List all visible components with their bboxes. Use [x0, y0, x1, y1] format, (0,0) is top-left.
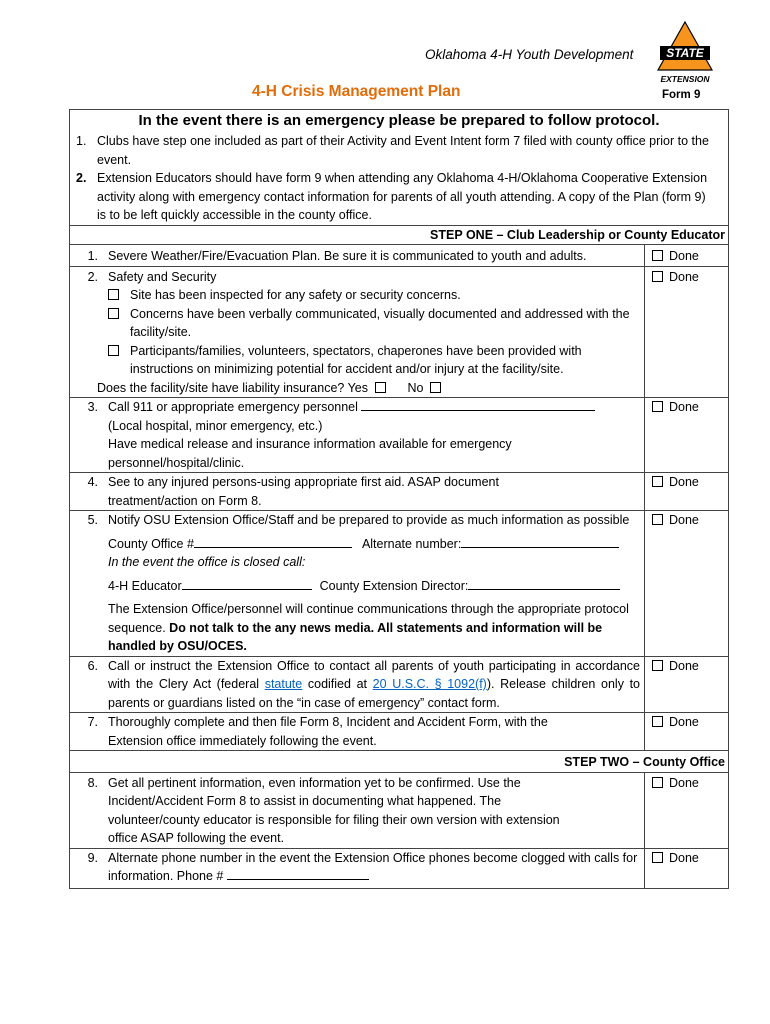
alternate-number-label: Alternate number:	[361, 536, 462, 551]
item-text: Call 911 or appropriate emergency personnel	[108, 400, 358, 414]
osu-extension-logo	[652, 20, 718, 86]
done-checkbox[interactable]	[645, 656, 729, 713]
intro-item	[70, 132, 728, 169]
done-checkbox[interactable]	[645, 713, 729, 751]
intro-item	[70, 169, 728, 225]
safety-check-label: Participants/families, volunteers, spectators, chaperones have been provided with instructions on minimizing potential for accident and/or injury at the facility/site.	[130, 343, 582, 376]
done-label: Done	[669, 400, 699, 414]
header-org: Oklahoma 4-H Youth Development	[425, 47, 634, 62]
yes-label: Yes	[347, 380, 369, 395]
done-checkbox[interactable]	[645, 245, 729, 267]
director-label: County Extension Director:	[319, 578, 469, 593]
phone-label: Phone #	[176, 869, 224, 883]
crisis-plan-table	[69, 109, 729, 889]
table-row	[70, 848, 729, 888]
phone-field[interactable]	[227, 867, 369, 880]
table-row	[70, 473, 729, 511]
step-two-heading: STEP TWO – County Office	[70, 751, 729, 773]
done-label: Done	[669, 850, 699, 865]
table-row	[70, 656, 729, 713]
safety-check[interactable]	[108, 286, 640, 305]
intro-item-text: Extension Educators should have form 9 when attending any Oklahoma 4-H/Oklahoma Cooperative Extension activity along with emergency contact information for parents of all youth attending. A copy of the Plan (form 9) is to be left quickly accessible in the county office.	[97, 171, 708, 222]
insurance-question-text: Does the facility/site have liability insurance?	[97, 380, 345, 395]
done-checkbox[interactable]	[645, 398, 729, 473]
item-text: ). Release children only to parents or guardians listed on the “in case of emergency” contact form.	[108, 677, 640, 710]
item-subtext: Have medical release and insurance information available for emergency personnel/hospital/clinic.	[108, 437, 512, 470]
done-checkbox[interactable]	[645, 473, 729, 511]
continue-text: The Extension Office/personnel will continue communications through the appropriate protocol sequence.	[108, 602, 629, 635]
no-label: No	[407, 380, 424, 395]
county-office-label: County Office #	[108, 536, 194, 551]
intro-cell	[70, 110, 729, 226]
safety-check[interactable]	[108, 342, 640, 379]
safety-check-label: Site has been inspected for any safety or security concerns.	[130, 288, 461, 302]
item-text: Thoroughly complete and then file Form 8, Incident and Accident Form, with the Extension office immediately following the event.	[108, 715, 548, 748]
table-row	[70, 266, 729, 398]
office-closed-note: In the event the office is closed call:	[108, 555, 306, 569]
step-one-heading-row	[70, 225, 729, 245]
checkbox-icon[interactable]	[652, 777, 663, 788]
done-label: Done	[669, 658, 699, 673]
item-number: 1.	[87, 249, 98, 263]
educator-field[interactable]	[182, 577, 312, 590]
intro-headline: In the event there is an emergency please be prepared to follow protocol.	[138, 112, 660, 129]
checkbox-icon[interactable]	[108, 345, 119, 356]
done-label: Done	[669, 715, 699, 729]
intro-row	[70, 110, 729, 226]
item-number: 4.	[87, 475, 98, 489]
step-two-heading-row	[70, 751, 729, 773]
item-number: 5.	[87, 513, 98, 527]
statute-link[interactable]: statute	[264, 677, 303, 691]
checkbox-icon[interactable]	[652, 271, 663, 282]
logo-subtext: EXTENSION	[660, 74, 710, 84]
intro-item-text: Clubs have step one included as part of their Activity and Event Intent form 7 filed with county office prior to the event.	[97, 134, 709, 167]
table-row	[70, 398, 729, 473]
alternate-number-field[interactable]	[461, 535, 619, 548]
item-text: Safety and Security	[108, 269, 217, 284]
done-label: Done	[669, 269, 699, 284]
table-row	[70, 772, 729, 848]
item-number: 8.	[87, 775, 98, 790]
item-number: 9.	[87, 850, 98, 865]
checkbox-icon[interactable]	[652, 852, 663, 863]
checkbox-icon[interactable]	[652, 716, 663, 727]
usc-link[interactable]: 20 U.S.C. § 1092(f)	[372, 677, 487, 691]
emergency-personnel-field[interactable]	[361, 398, 595, 411]
checkbox-icon[interactable]	[652, 250, 663, 261]
no-checkbox[interactable]	[430, 382, 441, 393]
director-field[interactable]	[468, 577, 620, 590]
done-checkbox[interactable]	[645, 848, 729, 888]
step-one-heading: STEP ONE – Club Leadership or County Educator	[70, 225, 729, 245]
item-subtext: (Local hospital, minor emergency, etc.)	[108, 418, 323, 433]
checkbox-icon[interactable]	[652, 401, 663, 412]
item-text: Notify OSU Extension Office/Staff and be prepared to provide as much information as possible	[108, 513, 630, 527]
item-text: Severe Weather/Fire/Evacuation Plan. Be sure it is communicated to youth and adults.	[108, 249, 587, 263]
item-text: codified at	[307, 677, 368, 691]
item-number: 7.	[87, 715, 98, 729]
checkbox-icon[interactable]	[652, 514, 663, 525]
checkbox-icon[interactable]	[108, 289, 119, 300]
done-checkbox[interactable]	[645, 772, 729, 848]
done-label: Done	[669, 513, 699, 527]
item-text: See to any injured persons-using appropriate first aid. ASAP document treatment/action on Form 8.	[108, 475, 499, 508]
intro-item-number: 2.	[76, 171, 87, 185]
done-label: Done	[669, 249, 699, 263]
educator-label: 4-H Educator	[108, 578, 182, 593]
item-number: 3.	[87, 400, 98, 414]
yes-checkbox[interactable]	[375, 382, 386, 393]
done-label: Done	[669, 475, 699, 489]
checkbox-icon[interactable]	[108, 308, 119, 319]
page-title: 4-H Crisis Management Plan	[252, 83, 461, 100]
item-number: 6.	[87, 658, 98, 673]
checkbox-icon[interactable]	[652, 476, 663, 487]
done-checkbox[interactable]	[645, 266, 729, 398]
item-text: Alternate phone number in the event the Extension Office phones become clogged with calls for information.	[108, 850, 638, 883]
county-office-field[interactable]	[194, 535, 352, 548]
table-row	[70, 245, 729, 267]
safety-check-label: Concerns have been verbally communicated, visually documented and addressed with the facility/site.	[130, 306, 630, 339]
media-warning: Do not talk to the any news media. All statements and information will be handled by OSU/OCES.	[108, 620, 603, 653]
item-text: Call or instruct the Extension Office to contact all parents of youth participating in accordance with the Clery Act (federal	[108, 658, 640, 691]
table-row	[70, 511, 729, 657]
logo-text: STATE	[666, 46, 704, 60]
insurance-question	[70, 379, 644, 398]
intro-item-number: 1.	[76, 134, 87, 148]
table-row	[70, 713, 729, 751]
done-label: Done	[669, 775, 699, 790]
safety-check[interactable]	[108, 305, 640, 342]
checkbox-icon[interactable]	[652, 660, 663, 671]
item-text: Get all pertinent information, even information yet to be confirmed. Use the Incident/Accident Form 8 to assist in documenting what happened. The volunteer/county educator is responsible for filing their own version with extension office ASAP following the event.	[108, 775, 560, 845]
item-number: 2.	[87, 269, 98, 284]
form-number: Form 9	[662, 89, 701, 101]
done-checkbox[interactable]	[645, 511, 729, 657]
